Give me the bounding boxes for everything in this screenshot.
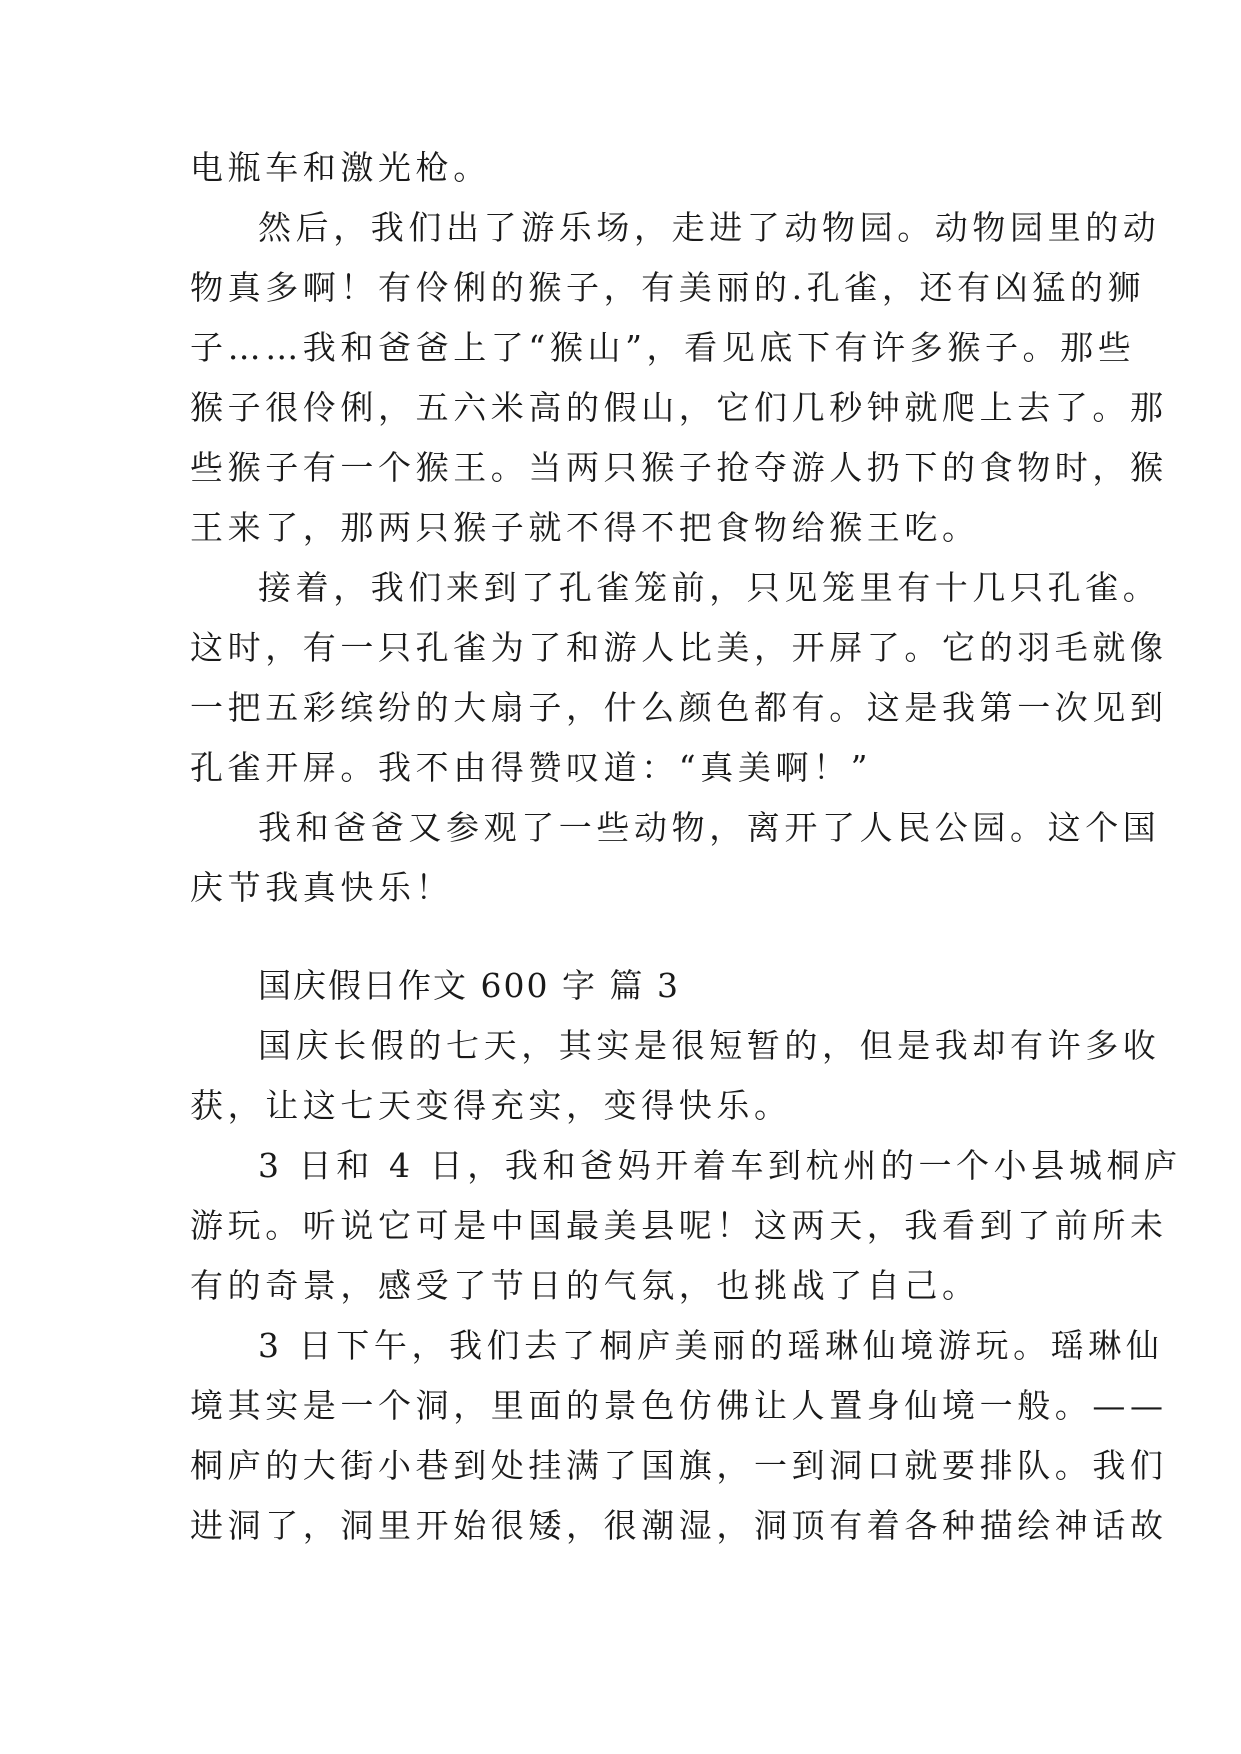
text-line: 庆节我真快乐！	[190, 868, 454, 907]
text-line: 些猴子有一个猴王。当两只猴子抢夺游人扔下的食物时，猴	[190, 448, 1168, 487]
paragraph-start-line: 我和爸爸又参观了一些动物，离开了人民公园。这个国	[258, 808, 1161, 847]
paragraph-start-line: 然后，我们出了游乐场，走进了动物园。动物园里的动	[258, 208, 1161, 247]
text-line: 物真多啊！有伶俐的猴子，有美丽的.孔雀，还有凶猛的狮	[190, 268, 1146, 307]
text-line: 电瓶车和激光枪。	[190, 148, 491, 187]
text-line: 猴子很伶俐，五六米高的假山，它们几秒钟就爬上去了。那	[190, 388, 1168, 427]
paragraph-start-line: 接着，我们来到了孔雀笼前，只见笼里有十几只孔雀。	[258, 568, 1161, 607]
paragraph-start-line: 国庆长假的七天，其实是很短暂的，但是我却有许多收	[258, 1026, 1161, 1065]
paragraph-start-line: 3 日下午，我们去了桐庐美丽的瑶琳仙境游玩。瑶琳仙	[258, 1326, 1164, 1365]
text-line: 子……我和爸爸上了“猴山”，看见底下有许多猴子。那些	[190, 328, 1136, 367]
text-line: 境其实是一个洞，里面的景色仿佛让人置身仙境一般。——	[190, 1386, 1168, 1425]
text-line: 一把五彩缤纷的大扇子，什么颜色都有。这是我第一次见到	[190, 688, 1168, 727]
section-heading: 国庆假日作文 600 字 篇 3	[258, 966, 680, 1005]
text-line: 孔雀开屏。我不由得赞叹道：“真美啊！”	[190, 748, 873, 787]
paragraph-start-line: 3 日和 4 日，我和爸妈开着车到杭州的一个小县城桐庐	[258, 1146, 1182, 1185]
text-line: 桐庐的大街小巷到处挂满了国旗，一到洞口就要排队。我们	[190, 1446, 1168, 1485]
text-line: 游玩。听说它可是中国最美县呢！这两天，我看到了前所未	[190, 1206, 1168, 1245]
text-line: 有的奇景，感受了节日的气氛，也挑战了自己。	[190, 1266, 980, 1305]
text-line: 进洞了，洞里开始很矮，很潮湿，洞顶有着各种描绘神话故	[190, 1506, 1168, 1545]
text-line: 这时，有一只孔雀为了和游人比美，开屏了。它的羽毛就像	[190, 628, 1168, 667]
text-line: 王来了，那两只猴子就不得不把食物给猴王吃。	[190, 508, 980, 547]
text-line: 获，让这七天变得充实，变得快乐。	[190, 1086, 792, 1125]
